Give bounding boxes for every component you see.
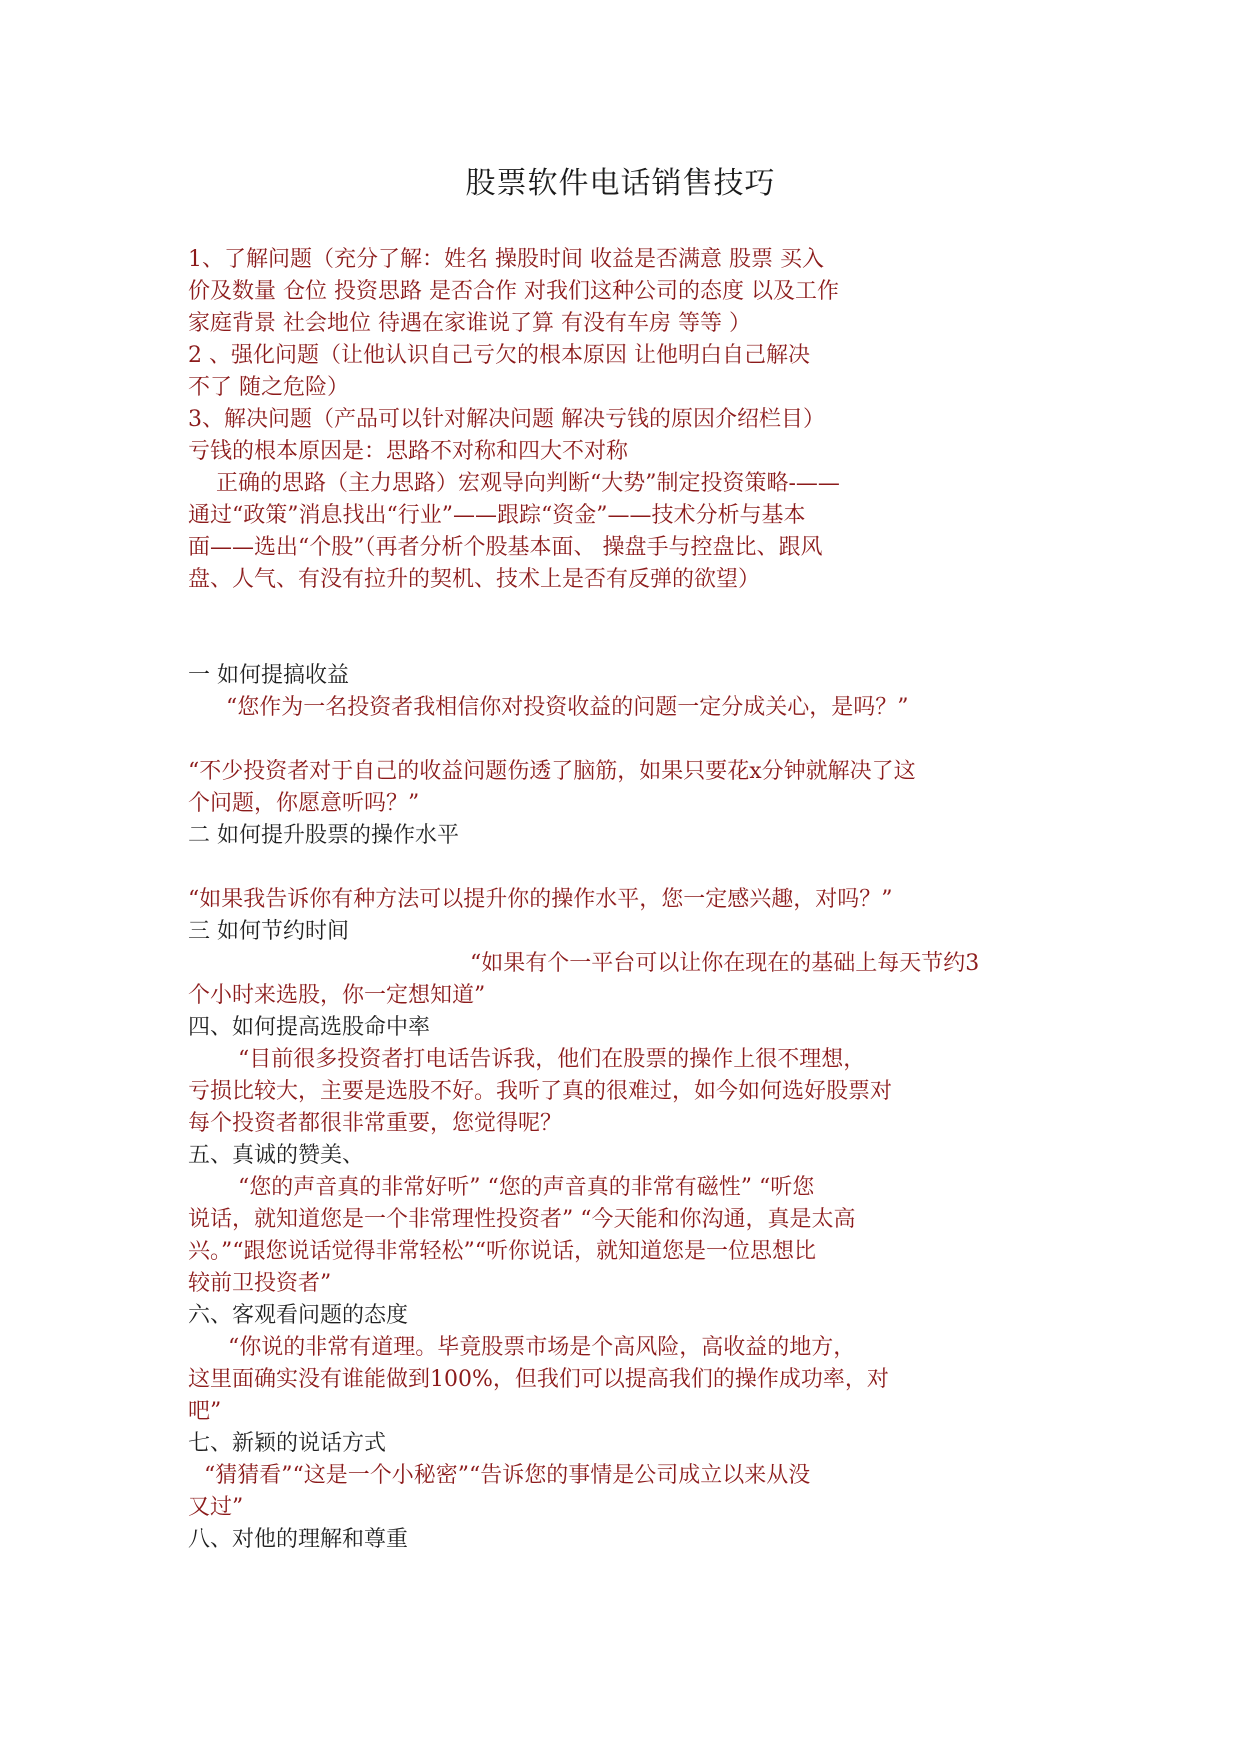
body-line: 家庭背景 社会地位 待遇在家谁说了算 有没有车房 等等 ） [188, 311, 751, 336]
section-heading: 一 如何提搞收益 [188, 663, 349, 688]
body-line: 2 、强化问题（让他认识自己亏欠的根本原因 让他明白自己解决 [188, 343, 810, 368]
body-line: 说话，就知道您是一个非常理性投资者” “今天能和你沟通，真是太高 [188, 1207, 856, 1232]
body-line: “猜猜看”“这是一个小秘密”“告诉您的事情是公司成立以来从没 [204, 1463, 811, 1488]
section-heading: 五、真诚的赞美、 [188, 1143, 365, 1168]
body-line: “您作为一名投资者我相信你对投资收益的问题一定分成关心，是吗？” [226, 695, 909, 720]
document-title: 股票软件电话销售技巧 [465, 166, 776, 201]
body-line: “您的声音真的非常好听” “您的声音真的非常有磁性” “听您 [238, 1175, 815, 1200]
body-line: 个问题，你愿意听吗？” [188, 791, 420, 816]
body-line: 1、了解问题（充分了解：姓名 操股时间 收益是否满意 股票 买入 [188, 247, 824, 272]
body-line: 正确的思路（主力思路）宏观导向判断“大势”制定投资策略-—— [188, 471, 840, 496]
body-line: “如果我告诉你有种方法可以提升你的操作水平，您一定感兴趣，对吗？” [188, 887, 893, 912]
section-heading: 二 如何提升股票的操作水平 [188, 823, 459, 848]
body-line: 每个投资者都很非常重要，您觉得呢？ [188, 1111, 563, 1136]
body-line: 又过” [188, 1495, 244, 1520]
body-line: 面——选出“个股”（再者分析个股基本面、 操盘手与控盘比、跟风 [188, 535, 823, 560]
body-line: “目前很多投资者打电话告诉我，他们在股票的操作上很不理想， [238, 1047, 866, 1072]
section-heading: 四、如何提高选股命中率 [188, 1015, 431, 1040]
body-line: 通过“政策”消息找出“行业”——跟踪“资金”——技术分析与基本 [188, 503, 806, 528]
section-heading: 七、新颖的说话方式 [188, 1431, 387, 1456]
body-line: 个小时来选股，你一定想知道” [188, 983, 486, 1008]
body-line: 吧” [188, 1399, 222, 1424]
body-line: 兴。”“跟您说话觉得非常轻松”“听你说话，就知道您是一位思想比 [188, 1239, 816, 1264]
section-heading: 六、客观看问题的态度 [188, 1303, 409, 1328]
body-line: “你说的非常有道理。毕竟股票市场是个高风险，高收益的地方， [228, 1335, 856, 1360]
body-line: 亏损比较大，主要是选股不好。我听了真的很难过，如今如何选好股票对 [188, 1079, 893, 1104]
body-line: 不了 随之危险） [188, 375, 349, 400]
body-line: 盘、人气、有没有拉升的契机、技术上是否有反弹的欲望） [188, 567, 761, 592]
body-line: 这里面确实没有谁能做到100%，但我们可以提高我们的操作成功率，对 [188, 1367, 889, 1392]
body-line: “不少投资者对于自己的收益问题伤透了脑筋，如果只要花x分钟就解决了这 [188, 759, 916, 784]
body-line: 价及数量 仓位 投资思路 是否合作 对我们这种公司的态度 以及工作 [188, 279, 839, 304]
body-line: “如果有个一平台可以让你在现在的基础上每天节约3 [470, 951, 980, 976]
section-heading: 八、对他的理解和尊重 [188, 1527, 409, 1552]
body-line: 3、解决问题（产品可以针对解决问题 解决亏钱的原因介绍栏目） [188, 407, 825, 432]
body-line: 较前卫投资者” [188, 1271, 332, 1296]
section-heading: 三 如何节约时间 [188, 919, 349, 944]
body-line: 亏钱的根本原因是：思路不对称和四大不对称 [188, 439, 629, 464]
